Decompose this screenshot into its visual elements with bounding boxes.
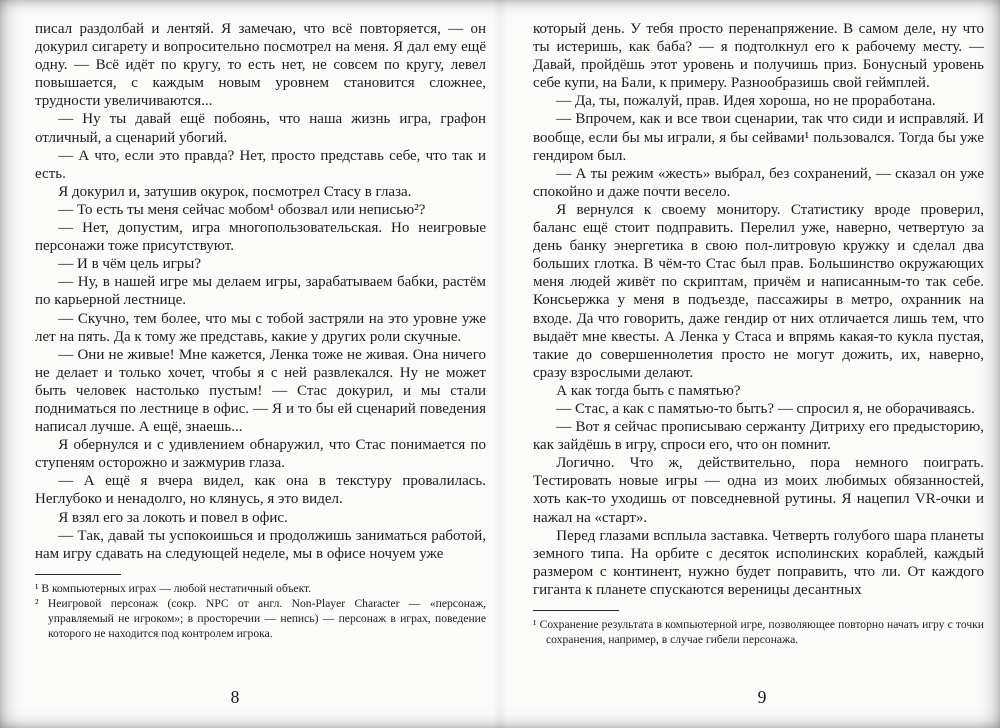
paragraph: — А ты режим «жесть» выбрал, без сохранений, — сказал он уже спокойно и даже почти весело. — [533, 165, 984, 200]
footnote-separator — [533, 610, 619, 611]
paragraph: Я взял его за локоть и повел в офис. — [58, 509, 288, 526]
paragraph: — Вот я сейчас прописываю сержанту Дитриху его предысторию, как зайдёшь в игру, спроси его, что он помнит. — [533, 419, 984, 454]
paragraph: — Ну ты давай ещё побоянь, что наша жизнь игра, графон отличный, а сценарий убогий. — [35, 111, 486, 146]
paragraph: — Так, давай ты успокоишься и продолжишь заниматься работой, нам игру сдавать на следующей неделе, мы в офисе ночуем уже — [35, 527, 486, 562]
page-right-body — [533, 20, 984, 599]
page-right — [500, 0, 1000, 728]
paragraph: — Впрочем, как и все твои сценарии, так что сиди и исправляй. И вообще, если бы мы играли, я бы сейвами¹ пользовался. Тогда бы уже гендиром был. — [533, 111, 984, 164]
paragraph: — Скучно, тем более, что мы с тобой застряли на это уровне уже лет на пять. Да к тому же представь, какие у других роли скучные. — [35, 310, 486, 345]
page-left-body — [35, 20, 486, 563]
paragraph: — Стас, а как с памятью-то быть? — спросил я, не оборачиваясь. — [556, 400, 975, 417]
footnotes-left — [35, 574, 486, 641]
paragraph: Я вернулся к своему монитору. Статистику вроде проверил, баланс ещё стоит подправить. Перелил уже, наверно, четвертую за день банку энергетика в свою пол-литровую кружку и сделал два больших глотка. В чём-то Стас был прав. Большинство окружающих меня людей живёт по скриптам, причём и написанным-то так себе. Консьержка у меня в подъезде, пассажиры в метро, охранник на входе. Да что говорить, даже гендир от них отличается лишь тем, что выдаёт мне квесты. А Ленка у Стаса и впрямь какая-то кукла пустая, такие до совершеннолетия просто не могут дожить, их, наверно, сразу взрослыми делают. — [533, 201, 984, 381]
paragraph: писал раздолбай и лентяй. Я замечаю, что всё повторяется, — он докурил сигарету и вопросительно посмотрел на меня. Я дал ему ещё одну. — Всё идёт по кругу, то есть нет, не совсем по кругу, левел повышается, с каждым новым уровнем становится сложнее, трудности увеличиваются... — [35, 21, 486, 110]
footnote: ¹ В компьютерных играх — любой нестатичный объект. — [35, 581, 312, 595]
paragraph: — Ну, в нашей игре мы делаем игры, зарабатываем бабки, растём по карьерной лестнице. — [35, 274, 486, 309]
paragraph: — А ещё я вчера видел, как она в текстуру провалилась. Неглубоко и ненадолго, но клянусь, я это видел. — [35, 473, 486, 508]
paragraph: — А что, если это правда? Нет, просто представь себе, что так и есть. — [35, 147, 486, 182]
paragraph: — И в чём цель игры? — [58, 256, 202, 273]
page-number-right: 9 — [757, 687, 767, 707]
paragraph: — Нет, допустим, игра многопользовательская. Но неигровые персонажи тоже присутствуют. — [35, 220, 486, 255]
paragraph: — Они не живые! Мне кажется, Ленка тоже не живая. Она ничего не делает и только хочет, чтобы я с ней развлекался. Ну не может быть человек настолько пустым! — Стас докурил, и мы стали подниматься по лестнице в офис. — Я и то бы ей сценарий поведения написал лучше. А ещё, знаешь... — [35, 346, 486, 436]
footnote-separator — [35, 574, 121, 575]
paragraph: который день. У тебя просто перенапряжение. В самом деле, ну что ты истеришь, как баба? — я подтолкнул его к рабочему месту. — Давай, пройдёшь этот уровень и получишь приз. Бонусный уровень себе купи, на Бали, к примеру. Разнообразишь свой геймплей. — [533, 21, 984, 92]
paragraph: — Да, ты, пожалуй, прав. Идея хороша, но не проработана. — [556, 93, 936, 110]
paragraph: А как тогда быть с памятью? — [556, 382, 741, 399]
footnote: ¹ Сохранение результата в компьютерной игре, позволяющее повторно начать игру с точки сохранения, например, в случае гибели персонажа. — [533, 618, 984, 646]
footnotes-right — [533, 610, 984, 647]
paragraph: Перед глазами всплыла заставка. Четверть голубого шара планеты земного типа. На орбите с десяток исполинских кораблей, каждый размером с континент, нужно будет поправить, что ли. От каждого гиганта к планете спускаются вереницы десантных — [533, 527, 984, 598]
paragraph: Я обернулся и с удивлением обнаружил, что Стас понимается по ступеням осторожно и зажмурив глаза. — [35, 437, 486, 472]
footnote: ² Неигровой персонаж (сокр. NPC от англ. Non-Player Character — «персонаж, управляемый не игроком»; в просторечии — непись) — персонаж в играх, поведение которого не находится под контролем игрока. — [35, 596, 486, 640]
page-number-left: 8 — [230, 687, 240, 707]
paragraph: Я докурил и, затушив окурок, посмотрел Стасу в глаза. — [58, 183, 412, 200]
paragraph: — То есть ты меня сейчас мобом¹ обозвал или неписью²? — [58, 201, 426, 218]
paragraph: Логично. Что ж, действительно, пора немного поиграть. Тестировать новые игры — одна из моих любимых обязанностей, хоть как-то уходишь от повседневной рутины. Я нацепил VR-очки и нажал на «старт». — [533, 455, 984, 526]
